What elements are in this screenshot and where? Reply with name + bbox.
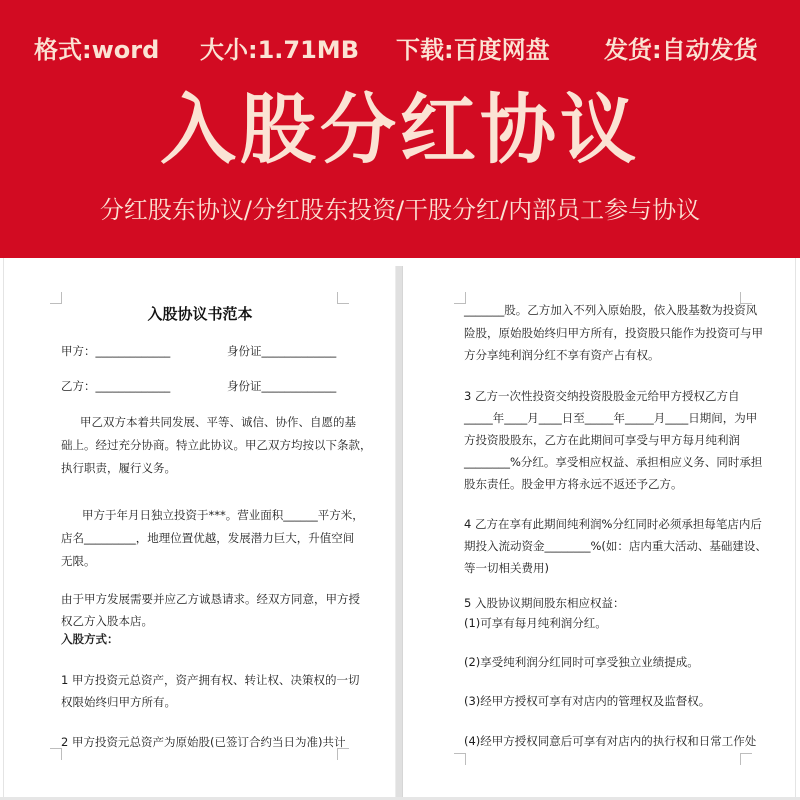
page-corner-mark	[740, 753, 752, 765]
party-b-id-field: 身份证_____________	[227, 379, 337, 393]
paragraph-line: 权限始终归甲方所有。	[61, 695, 176, 709]
paragraph-line: 方投资股股东，乙方在此期间可享受与甲方每月纯利润	[464, 433, 740, 447]
paragraph-line: 甲乙双方本着共同发展、平等、诚信、协作、自愿的基	[80, 415, 356, 429]
download-label: 下载:百度网盘	[396, 36, 550, 64]
document-page-right	[404, 258, 796, 798]
paragraph-line: 等一切相关费用)	[464, 561, 549, 575]
paragraph-line: 础上。经过充分协商。特立此协议。甲乙双方均按以下条款，	[61, 438, 372, 452]
paragraph-line: 4 乙方在享有此期间纯利润%分红同时必须承担每笔店内后	[464, 517, 762, 531]
paragraph-line: _____年____月____日至_____年_____月____日期间，为甲	[464, 411, 758, 425]
page-corner-mark	[454, 753, 466, 765]
paragraph-line: (3)经甲方授权可享有对店内的管理权及监督权。	[464, 694, 711, 708]
paragraph-line: _______股。乙方加入不列入原始股，依入股基数为投资风	[464, 303, 758, 317]
page-corner-mark	[337, 292, 349, 304]
paragraph-line: 2 甲方投资元总资产为原始股(已签订合约当日为准)共计	[61, 735, 346, 749]
section-heading: 入股方式：	[61, 632, 119, 646]
paragraph-line: 期投入流动资金________%(如：店内重大活动、基础建设、	[464, 539, 767, 553]
paragraph-line: 由于甲方发展需要并应乙方诚恳请求。经双方同意，甲方授	[61, 592, 360, 606]
paragraph-line: (1)可享有每月纯利润分红。	[464, 616, 607, 630]
document-preview	[0, 258, 800, 800]
paragraph-line: 股东责任。股金甲方将永远不返还予乙方。	[464, 477, 683, 491]
page-gutter	[395, 266, 403, 800]
header-banner	[0, 0, 800, 258]
paragraph-line: (4)经甲方授权同意后可享有对店内的执行权和日常工作处	[464, 734, 757, 748]
party-a-field: 甲方：_____________	[61, 344, 171, 358]
paragraph-line: ________%分红。享受相应权益、承担相应义务、同时承担	[464, 455, 763, 469]
document-title: 入股协议书范本	[147, 305, 253, 323]
delivery-label: 发货:自动发货	[604, 36, 758, 64]
file-meta-row	[0, 30, 800, 70]
banner-title: 入股分红协议	[160, 85, 640, 174]
paragraph-line: 5 入股协议期间股东相应权益：	[464, 596, 625, 610]
paragraph-line: 3 乙方一次性投资交纳投资股股金元给甲方授权乙方自	[464, 389, 740, 403]
party-a-id-field: 身份证_____________	[227, 344, 337, 358]
banner-subtitle: 分红股东协议/分红股东投资/干股分红/内部员工参与协议	[99, 196, 701, 224]
format-label: 格式:word	[34, 36, 160, 64]
size-label: 大小:1.71MB	[200, 36, 359, 64]
paragraph-line: 店名_________，地理位置优越，发展潜力巨大，升值空间	[61, 531, 355, 545]
paragraph-line: 权乙方入股本店。	[61, 614, 153, 628]
paragraph-line: 无限。	[61, 554, 96, 568]
paragraph-line: 险股，原始股始终归甲方所有，投资股只能作为投资可与甲	[464, 326, 763, 340]
paragraph-line: 甲方于年月日独立投资于***。营业面积______平方米，	[82, 508, 364, 522]
party-b-field: 乙方：_____________	[61, 379, 171, 393]
paragraph-line: 方分享纯利润分红不享有资产占有权。	[464, 348, 660, 362]
page-corner-mark	[50, 292, 62, 304]
paragraph-line: 执行职责，履行义务。	[61, 461, 176, 475]
document-page-left	[3, 258, 395, 798]
paragraph-line: (2)享受纯利润分红同时可享受独立业绩提成。	[464, 655, 699, 669]
paragraph-line: 1 甲方投资元总资产，资产拥有权、转让权、决策权的一切	[61, 673, 360, 687]
